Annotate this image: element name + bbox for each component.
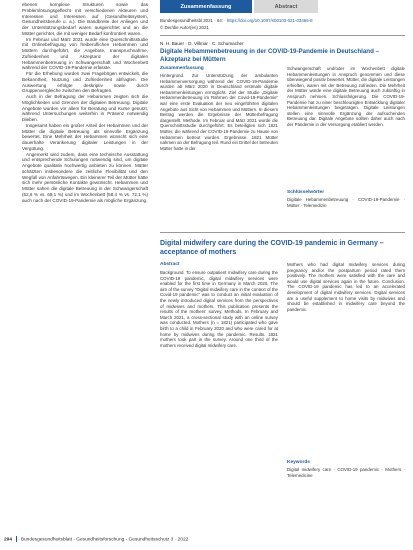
body-paragraph: ebenen komplexe Strukturen sowie das Problemlösungsgeflecht mit verschiedenen Akteuren und Interessen und Interessen auf (Gesundheitssystem, Gesundheitsberufe u. a.). Die Bandbreite der Anliegen und der Unterstützungsbedarf waren ausgerichtet und an die Mütter gerichtet, die mit weniger Bedarf konfrontiert waren. (22, 2, 148, 36)
abstract-col1: Background. To ensure outpatient midwifery care during the COVID-19 pandemic, digital midwifery services were enabled for the first time in Germany in March 2020. The aim of the survey “Digital midwifery care in the context of the Covid-19 pandemic” was to conduct an initial evaluation of the newly introduced digital services from the perspectives of midwives and mothers. This publication presents the results of the mothers’ survey. Methods. In February and March 2021, a cross-sectional study with an online survey was conducted. Mothers (n = 1821) participated who gave birth to a child in February 2020 and who were cared for at home by midwives during the pandemic. Results. 1821 mothers took part in the survey. Around one third of the mothers received digital midwifery care. (160, 270, 278, 348)
body-paragraph: Auch in der Befragung der Hebammen zeigten sich die Möglichkeiten und Grenzen der digitalen Betreuung. Digitale Angebote wurden vor allem für Beratung und Kurse genutzt, während Untersuchungen weiterhin in Präsenz notwendig blieben. (22, 94, 148, 122)
heading-schluesselwoerter: Schlüsselwörter (287, 190, 325, 195)
tab-abstract[interactable]: Abstract (254, 0, 318, 13)
heading-keywords: Keywords (287, 460, 310, 465)
body-paragraph: Für die Erhebung wurden zwei Fragebögen entwickelt, die Bekanntheit, Nutzung und Zufriedenheit abfragten. Die Auswertung erfolgte deskriptiv sowie durch Gruppenvergleiche zwischen den Befragten. (22, 71, 148, 94)
heading-zusammenfassung: Zusammenfassung (160, 66, 204, 71)
body-paragraph: Angemerkt wird zudem, dass eine technische Ausstattung und entsprechende Schulungen notwendig sind, um digitale Angebote qualitativ hochwertig anbieten zu können. Mütter schätzten insbesondere die zeitliche Flexibilität und den Wegfall von Anfahrtswegen. Ein kleinerer Teil der Mütter hätte sich mehr persönliche Kontakte gewünscht. Hebammen und Mütter sahen die digitale Betreuung in der Schwangerschaft (62,6 % vs. 69,1 %) und im Wochenbett (58,4 % vs. 72,1 %) auch nach der COVID-19-Pandemie als mögliche Ergänzung. (22, 151, 148, 203)
tab-zusammenfassung[interactable]: Zusammenfassung (160, 0, 252, 13)
keywords-english: Digital midwifery care · COVID-19 pandemic · Mothers · Telemedicine (287, 467, 405, 478)
body-paragraph: Im Februar und März 2021 wurde eine Querschnittsstudie mit Onlinebefragung von freiberuflichen Hebammen und Müttern durchgeführt, die Angebote, Inanspruchnahme, Zufriedenheit und Akzeptanz der digitalen Hebammenbetreuung in Schwangerschaft und Wochenbett während der COVID-19-Pandemie erfasste. (22, 36, 148, 71)
zusammenfassung-col2: Schwangerschaft und/oder im Wochenbett digitale Hebammenleistungen in Anspruch genommen und diese überwiegend positiv bewertet. Mütter, die digitale Leistungen erhielten, waren mit der Betreuung zufrieden. Die Mehrheit der Mütter würde eine digitale Betreuung auch zukünftig in Anspruch nehmen. Schlussfolgerung. Die COVID-19-Pandemie hat zu einer beschleunigten Entwicklung digitaler Hebammenleistungen beigetragen. Digitale Leistungen stellen eine sinnvolle Ergänzung der aufsuchenden Betreuung dar. Digitale Angebote sollten daher auch nach der Pandemie in der Versorgung etabliert werden. (287, 66, 405, 127)
citation-line (160, 18, 405, 23)
divider (160, 35, 405, 36)
body-paragraph: Insgesamt haben ein großer Anteil der Hebammen und der Mütter die digitale Betreuung als sinnvolle Ergänzung bewertet. Eine Mehrheit der Hebammen wünscht sich eine dauerhafte Verankerung digitaler Leistungen in der Vergütung. (22, 122, 148, 151)
page-footer (4, 536, 409, 542)
zusammenfassung-col1: Hintergrund. Zur Unterstützung der ambulanten Hebammenversorgung während der COVID-19-Pandemie wurden ab März 2020 in Deutschland erstmals digitale Hebammenleistungen ermöglicht. Ziel der Studie „Digitale Hebammenbetreuung im Rahmen der Covid-19-Pandemie“ war eine erste Evaluation der neu eingeführten digitalen Angebote aus Sicht von Hebammen und Müttern. In diesem Beitrag werden die Ergebnisse der Mütterbefragung dargestellt. Methode. Im Februar und März 2021 wurde die Querschnittsstudie durchgeführt. Es beteiligten sich 1821 Mütter, die während der COVID-19-Pandemie zu Hause von Hebammen betreut wurden. Ergebnisse. 1821 Mütter nahmen an der Befragung teil. Rund ein Drittel der betreuten Mütter hatte in der (160, 73, 278, 151)
copyright: © Der/die Autor(en) 2021 (160, 25, 209, 30)
title-english: Digital midwifery care during the COVID-19 pandemic in Germany – acceptance of mothers (160, 240, 384, 256)
page-number: 294 (4, 537, 13, 543)
heading-abstract: Abstract (160, 262, 180, 267)
left-body-column (22, 2, 148, 203)
title-german: Digitale Hebammenbetreuung in der COVID-19-Pandemie in Deutschland – Akzeptanz bei Müttern (160, 48, 380, 63)
journal-name: Bundesgesundheitsblatt - Gesundheitsforschung - Gesundheitsschutz 3 · 2022 (20, 537, 189, 543)
abstract-col2: Mothers who had digital midwifery services during pregnancy and/or the postpartum period rated them positively. The mothers were satisfied with the care and would use digital services again in the future. Conclusion. The COVID-19 pandemic has led to an accelerated development of digital midwifery services. Digital services are a useful supplement to home visits by midwives and should be established in midwifery care beyond the pandemic. (287, 262, 405, 312)
keywords-german: Digitale Hebammenbetreuung · COVID-19-Pandemie · Mütter · Telemedizin (287, 197, 405, 208)
journal-citation: Bundesgesundheitsbl 2021 · 64: · (160, 18, 227, 23)
divider (160, 232, 405, 233)
authors: N. H. Bauer · D. Villmar · C. Schumacher (160, 41, 244, 46)
doi-link[interactable]: https://doi.org/10.1007/s00103-021-03466-8 (226, 18, 313, 23)
footer-separator (16, 536, 17, 542)
